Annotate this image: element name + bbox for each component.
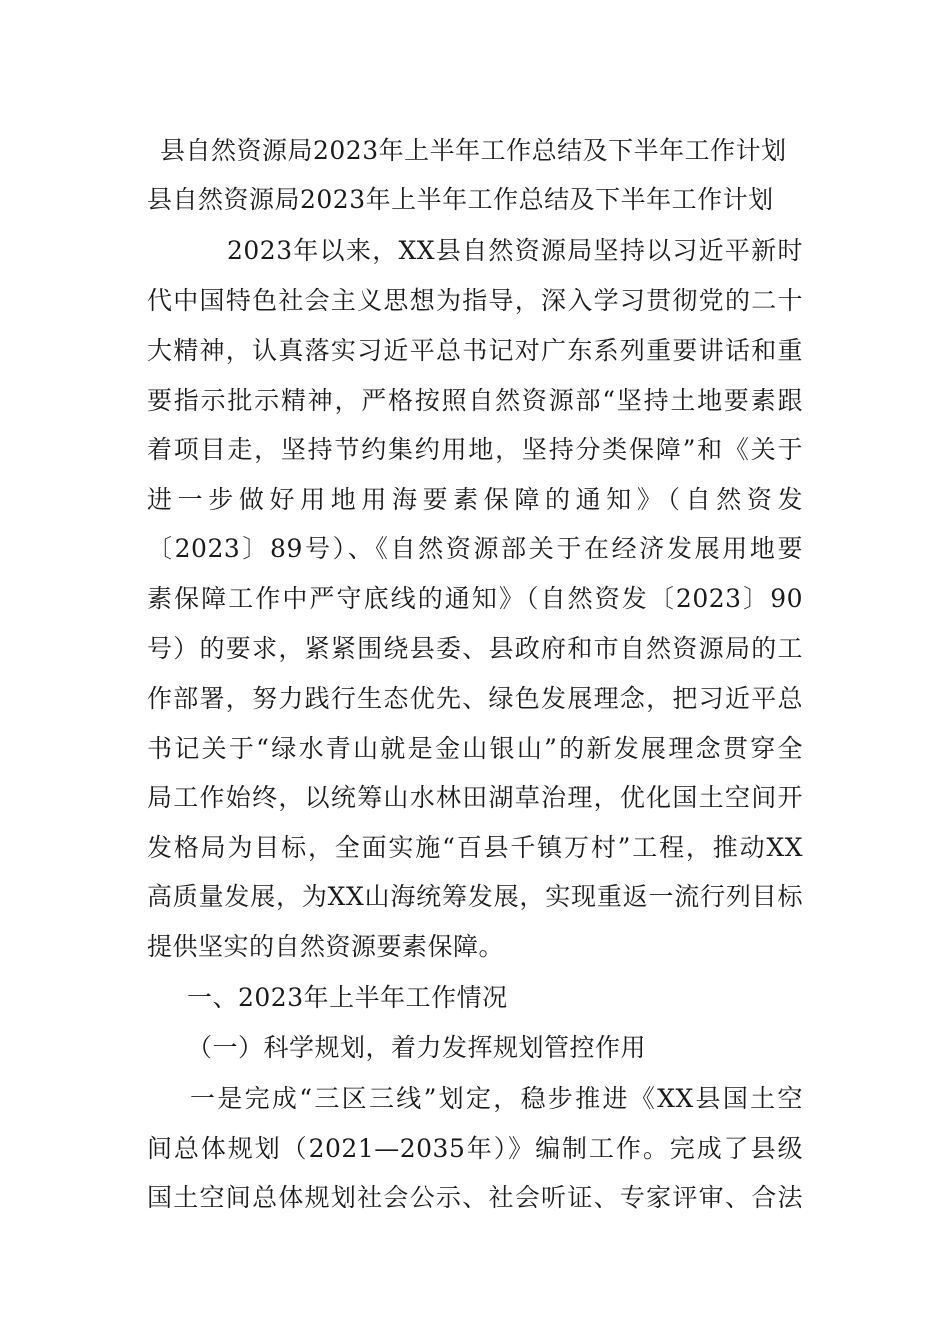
intro-line: 作部署，努力践行生态优先、绿色发展理念，把习近平总: [147, 684, 803, 713]
intro-line: 书记关于“绿水青山就是金山银山”的新发展理念贯穿全: [147, 734, 803, 763]
intro-line: 要指示批示精神，严格按照自然资源部“坚持土地要素跟: [147, 386, 803, 415]
document-title-1: 县自然资源局2023年上半年工作总结及下半年工作计划: [160, 136, 787, 165]
intro-line: 〔2023〕89号）、《自然资源部关于在经济发展用地要: [147, 534, 803, 563]
intro-line: 号）的要求，紧紧围绕县委、县政府和市自然资源局的工: [147, 634, 803, 663]
intro-line: 大精神，认真落实习近平总书记对广东系列重要讲话和重: [147, 336, 803, 365]
intro-line: 代中国特色社会主义思想为指导，深入学习贯彻党的二十: [147, 286, 803, 315]
intro-line: 局工作始终，以统筹山水林田湖草治理，优化国土空间开: [147, 783, 803, 812]
body-line: 一是完成“三区三线”划定，稳步推进《XX县国土空: [190, 1084, 803, 1113]
section-heading: 一、2023年上半年工作情况: [187, 983, 508, 1012]
intro-line: 提供坚实的自然资源要素保障。: [147, 932, 505, 961]
intro-line: 发格局为目标，全面实施“百县千镇万村”工程，推动XX: [147, 833, 803, 862]
body-line: 间总体规划（2021—2035年）》编制工作。完成了县级: [147, 1134, 803, 1163]
intro-line: 高质量发展，为XX山海统筹发展，实现重返一流行列目标: [147, 882, 803, 911]
intro-line: 着项目走，坚持节约集约用地，坚持分类保障”和《关于: [147, 435, 803, 464]
body-line: 国土空间总体规划社会公示、社会听证、专家评审、合法: [147, 1183, 803, 1212]
intro-line: 2023年以来，XX县自然资源局坚持以习近平新时: [227, 236, 803, 265]
intro-line: 进一步做好用地用海要素保障的通知》（自然资发: [147, 485, 803, 514]
intro-line: 素保障工作中严守底线的通知》（自然资发〔2023〕90: [147, 584, 803, 613]
document-title-2: 县自然资源局2023年上半年工作总结及下半年工作计划: [147, 185, 774, 214]
subsection-heading: （一）科学规划，着力发挥规划管控作用: [187, 1033, 647, 1062]
